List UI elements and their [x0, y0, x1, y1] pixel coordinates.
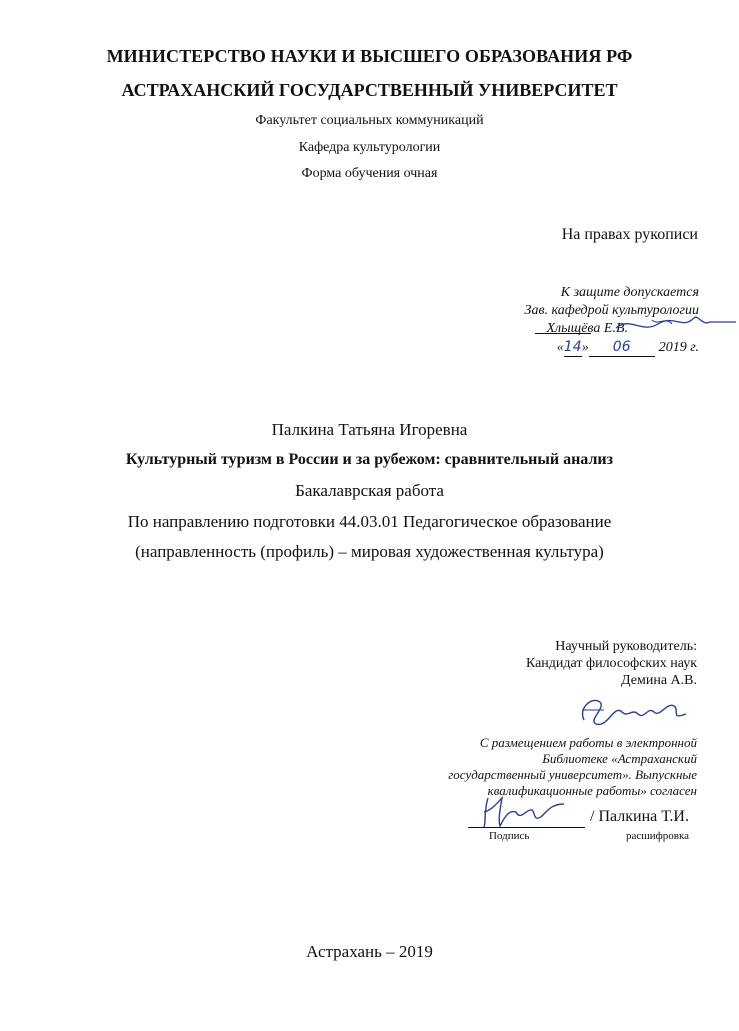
- study-direction: По направлению подготовки 44.03.01 Педагогическое образование: [127, 512, 612, 531]
- consent-line-4: квалификационные работы» согласен: [487, 783, 697, 798]
- city-year: Астрахань – 2019: [306, 942, 433, 961]
- faculty-line: Факультет социальных коммуникаций: [255, 113, 484, 128]
- university-heading: АСТРАХАНСКИЙ ГОСУДАРСТВЕННЫЙ УНИВЕРСИТЕТ: [121, 80, 618, 100]
- date-day: 14: [563, 339, 582, 355]
- consent-line-3: государственный университет». Выпускные: [448, 767, 697, 782]
- rights-note: На правах рукописи: [561, 226, 698, 243]
- date-month: 06: [589, 339, 655, 357]
- head-signature-rule: [535, 333, 591, 334]
- supervisor-block: [526, 638, 697, 689]
- ministry-heading: МИНИСТЕРСТВО НАУКИ И ВЫСШЕГО ОБРАЗОВАНИЯ РФ: [106, 46, 633, 66]
- consent-line-1: С размещением работы в электронной: [479, 735, 697, 750]
- date-open-quote: «: [556, 340, 564, 355]
- supervisor-degree: Кандидат философских наук: [525, 656, 697, 671]
- supervisor-name: Демина А.В.: [621, 673, 697, 688]
- department-line: Кафедра культурологии: [298, 140, 441, 155]
- supervisor-label: Научный руководитель:: [555, 639, 697, 654]
- head-signature-icon: [612, 308, 738, 338]
- date-year: 2019 г.: [658, 340, 699, 355]
- signature-name: / Палкина Т.И.: [590, 808, 689, 825]
- date-close-quote: »: [581, 340, 589, 355]
- work-type: Бакалаврская работа: [295, 481, 444, 500]
- defense-head-name: Хлыщёва Е.В.: [546, 321, 628, 336]
- consent-line-2: Библиотеке «Астраханский: [542, 751, 697, 766]
- defense-line-2: Зав. кафедрой культурологии: [524, 303, 699, 318]
- author-name: Палкина Татьяна Игоревна: [271, 420, 468, 439]
- study-form-line: Форма обучения очная: [301, 166, 438, 181]
- supervisor-signature-icon: [574, 690, 690, 732]
- thesis-title: Культурный туризм в России и за рубежом: сравнительный анализ: [125, 451, 614, 468]
- defense-date: [557, 339, 699, 357]
- signature-caption-left: Подпись: [489, 830, 530, 842]
- study-profile: (направленность (профиль) – мировая художественная культура): [135, 542, 604, 561]
- signature-rule: [468, 827, 585, 828]
- defense-line-1: К защите допускается: [560, 285, 699, 300]
- signature-caption-right: расшифровка: [626, 830, 690, 842]
